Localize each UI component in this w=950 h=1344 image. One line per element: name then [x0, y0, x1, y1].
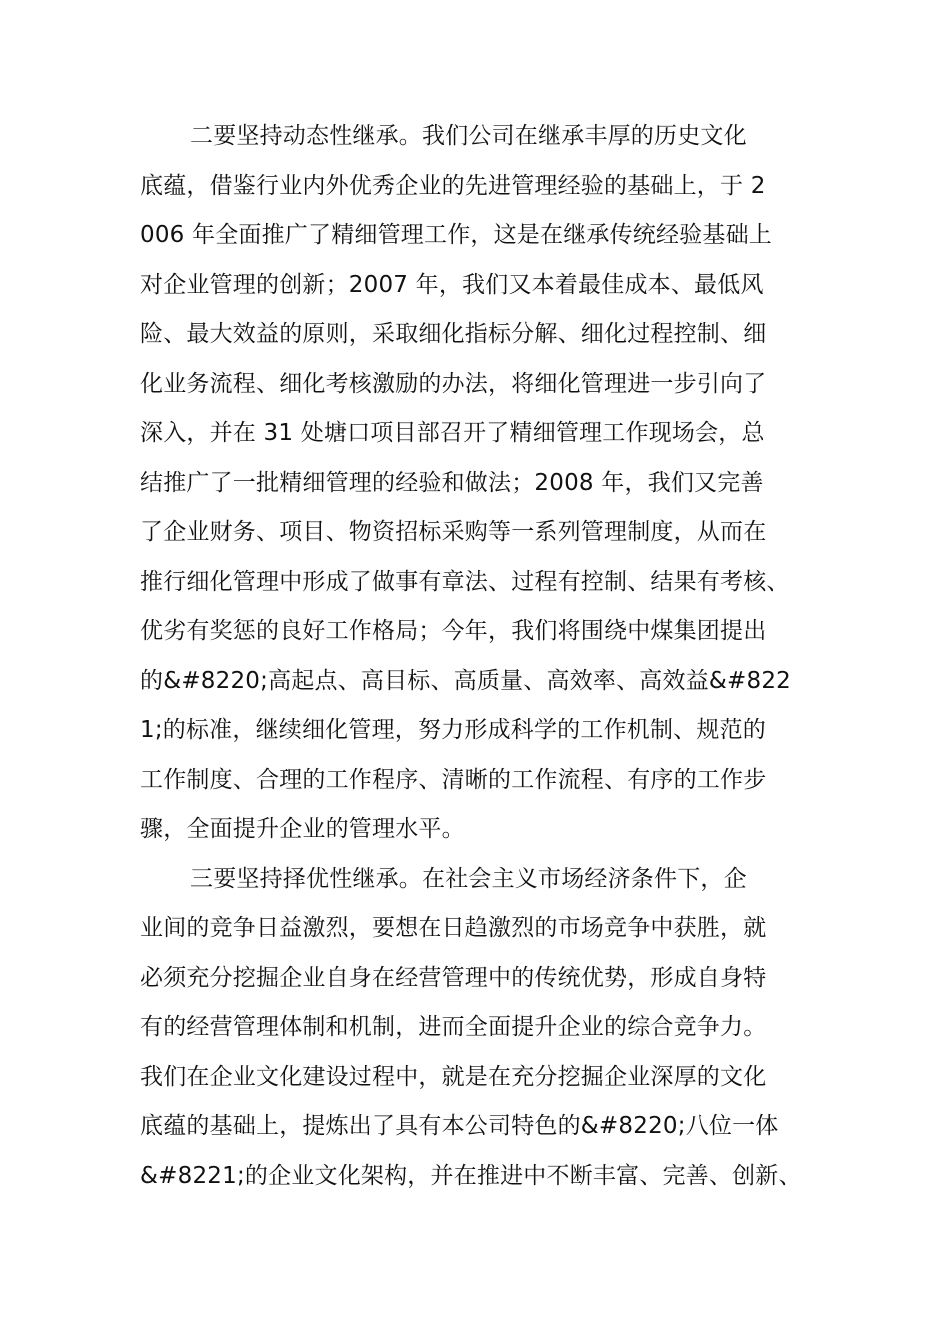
text-line: 对企业管理的创新；2007 年，我们又本着最佳成本、最低风: [140, 271, 764, 298]
text-line: 化业务流程、细化考核激励的办法，将细化管理进一步引向了: [140, 370, 767, 397]
text-line: 底蕴，借鉴行业内外优秀企业的先进管理经验的基础上，于 2: [140, 172, 766, 199]
paragraph-2: [140, 112, 820, 855]
text-line: 底蕴的基础上，提炼出了具有本公司特色的&#8220;八位一体: [140, 1113, 779, 1139]
text-line: 推行细化管理中形成了做事有章法、过程有控制、结果有考核、: [140, 568, 790, 595]
text-line: 有的经营管理体制和机制，进而全面提升企业的综合竞争力。: [140, 1014, 767, 1040]
text-line: 006 年全面推广了精细管理工作，这是在继承传统经验基础上: [140, 222, 773, 248]
text-line: 骤，全面提升企业的管理水平。: [140, 816, 465, 842]
text-line: 深入，并在 31 处塘口项目部召开了精细管理工作现场会，总: [140, 420, 765, 446]
text-line: 工作制度、合理的工作程序、清晰的工作流程、有序的工作步: [140, 766, 767, 793]
body-text: [140, 112, 820, 1201]
text-line: &#8221;的企业文化架构，并在推进中不断丰富、完善、创新、: [140, 1162, 802, 1189]
text-line: 三要坚持择优性继承。在社会主义市场经济条件下，企: [190, 865, 747, 892]
text-line: 险、最大效益的原则，采取细化指标分解、细化过程控制、细: [140, 321, 767, 347]
text-line: 的&#8220;高起点、高目标、高质量、高效率、高效益&#822: [140, 667, 791, 694]
text-line: 必须充分挖掘企业自身在经营管理中的传统优势，形成自身特: [140, 964, 767, 991]
text-line: 1;的标准，继续细化管理，努力形成科学的工作机制、规范的: [140, 717, 766, 743]
paragraph-3: [140, 855, 820, 1202]
text-line: 优劣有奖惩的良好工作格局；今年，我们将围绕中煤集团提出: [140, 618, 767, 644]
text-line: 结推广了一批精细管理的经验和做法；2008 年，我们又完善: [140, 469, 764, 496]
text-line: 了企业财务、项目、物资招标采购等一系列管理制度，从而在: [140, 519, 767, 545]
text-line: 二要坚持动态性继承。我们公司在继承丰厚的历史文化: [190, 123, 747, 149]
text-line: 业间的竞争日益激烈，要想在日趋激烈的市场竞争中获胜，就: [140, 915, 767, 941]
text-line: 我们在企业文化建设过程中，就是在充分挖掘企业深厚的文化: [140, 1063, 767, 1090]
